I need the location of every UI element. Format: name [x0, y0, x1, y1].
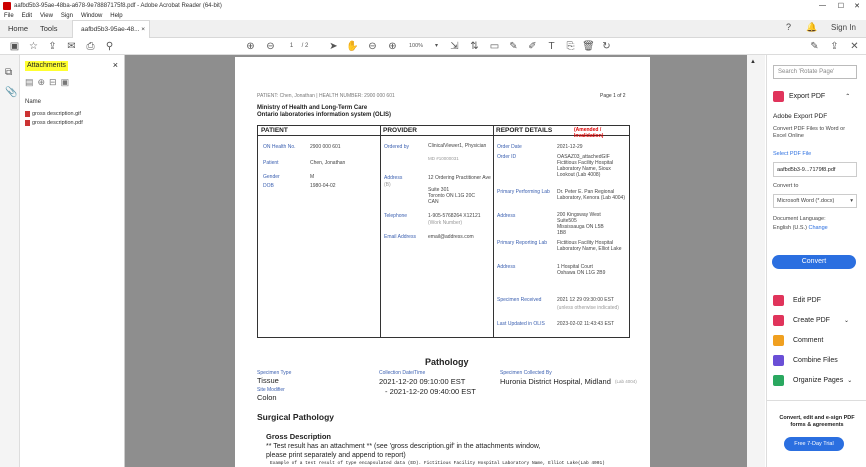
tool-item[interactable] — [773, 375, 852, 386]
provider-label: Ordered by — [384, 144, 410, 150]
close-window-button[interactable]: ✕ — [854, 2, 860, 10]
export-pdf-icon — [773, 91, 784, 102]
report-label: Order ID — [497, 154, 517, 160]
tab-document-label: aafbd5b3-95ae-48... — [81, 26, 140, 33]
zoom-dropdown-icon[interactable]: ▾ — [434, 43, 438, 49]
gross-text-3: Example of a test result of type encapsulated data (ED). Fictitious Facility Hospital Laboratory Name, Elliot Lake(Lab 4001) — [270, 461, 605, 466]
col-divider — [493, 125, 494, 338]
star-icon[interactable]: ☆ — [29, 41, 38, 52]
help-icon[interactable]: ? — [786, 22, 792, 32]
select-file-link[interactable]: Select PDF File — [773, 151, 812, 157]
share-icon[interactable]: ⇪ — [830, 41, 839, 52]
prev-page-icon[interactable]: ⊕ — [246, 41, 255, 52]
header-provider: PROVIDER — [383, 127, 417, 134]
tab-document[interactable] — [72, 20, 150, 38]
scroll-mode-icon[interactable]: ⇅ — [470, 41, 479, 52]
report-value: 2021 12 29 09:30:00 EST — [557, 297, 614, 303]
page-number-input[interactable]: 1 — [289, 43, 294, 49]
title-bar — [0, 0, 866, 11]
search-icon[interactable]: ⚲ — [105, 41, 114, 52]
format-select[interactable] — [773, 194, 857, 208]
patient-label: DOB — [263, 183, 274, 189]
draw-icon[interactable]: ✐ — [528, 41, 537, 52]
highlight-icon[interactable]: ✎ — [509, 41, 518, 52]
fit-page-icon[interactable]: ⇲ — [450, 41, 459, 52]
report-value: Lookout (Lab 4008) — [557, 172, 601, 178]
scroll-up-icon[interactable]: ▲ — [750, 59, 756, 65]
left-rail — [0, 55, 20, 467]
menu-sign[interactable]: Sign — [60, 12, 73, 19]
edit-sign-icon[interactable]: ✎ — [810, 41, 819, 52]
attachment-name: gross description.gif — [32, 111, 81, 117]
next-page-icon[interactable]: ⊖ — [266, 41, 275, 52]
print-icon[interactable]: ⎙ — [86, 41, 95, 52]
attachment-name: gross description.pdf — [32, 120, 83, 126]
page-total: / 2 — [301, 43, 309, 49]
provider-value: Toronto ON L1G 20C — [428, 193, 475, 199]
tool-label: Combine Files — [793, 357, 838, 364]
tool-label: Organize Pages — [793, 377, 844, 384]
export-pdf-header[interactable] — [773, 91, 850, 102]
report-value: 200 Kingsway West — [557, 212, 601, 218]
rotate-icon[interactable]: ↻ — [602, 41, 611, 52]
column-name: Name — [25, 99, 42, 105]
pages-icon[interactable]: ⧉ — [5, 67, 13, 78]
report-label: Last Updated in OLIS — [497, 321, 545, 327]
tab-bar — [0, 20, 866, 38]
right-pane — [766, 55, 866, 467]
collection-end: - 2021-12-20 09:40:00 EST — [385, 387, 476, 396]
doc-org1: Ministry of Health and Long-Term Care — [257, 105, 368, 111]
attachment-item[interactable] — [25, 120, 83, 126]
organize-pages-icon — [773, 375, 784, 386]
menu-view[interactable]: View — [40, 12, 53, 19]
stamp-icon[interactable]: ⎘ — [566, 41, 575, 52]
attachment-tools[interactable]: ▤⊕⊟▣ — [25, 77, 74, 87]
menu-edit[interactable]: Edit — [21, 12, 33, 19]
report-value: Laboratory, Kenora (Lab 4004) — [557, 195, 626, 201]
close-tab-icon[interactable]: × — [141, 26, 145, 33]
report-label: Specimen Received — [497, 297, 542, 303]
report-label: Primary Performing Lab — [497, 189, 550, 195]
report-value: (unless otherwise indicated) — [557, 305, 619, 311]
tool-item[interactable] — [773, 295, 821, 306]
site-modifier: Colon — [257, 393, 277, 402]
divider — [767, 400, 866, 401]
report-label: Order Date — [497, 144, 522, 150]
window-title: aafbd5b3-95ae-48ba-a678-9e78887175f8.pdf - Adobe Acrobat Reader (64-bit) — [14, 2, 222, 9]
patient-value: Chen, Jonathan — [310, 160, 346, 166]
convert-to-label: Convert to — [773, 183, 799, 189]
provider-value: ClinicalViewer1, Physician — [428, 143, 487, 149]
provider-label: Telephone — [384, 213, 408, 219]
gross-text-1: ** Test result has an attachment ** (see 'gross description.gif' in the attachments window, — [266, 443, 541, 450]
report-value: Oshawa ON L1G 2B9 — [557, 270, 606, 276]
comment-icon — [773, 335, 784, 346]
header-patient: PATIENT — [261, 127, 288, 134]
provider-label: (B) — [384, 182, 391, 188]
report-value: Fictitious Facility Hospital — [557, 160, 614, 166]
close-pane-icon[interactable]: ✕ — [850, 41, 859, 52]
hand-tool-icon[interactable]: ✋ — [346, 41, 359, 52]
provider-value: CAN — [428, 199, 439, 205]
vertical-scrollbar[interactable] — [747, 55, 765, 467]
patient-value: 1980-04-02 — [310, 183, 336, 189]
specimen-type-label: Specimen Type — [257, 370, 292, 376]
delete-icon[interactable]: 🗑 — [582, 41, 595, 52]
combine-files-icon — [773, 355, 784, 366]
doc-lang-label: Document Language: — [773, 216, 826, 222]
report-value: Laboratory Name, Elliot Lake — [557, 246, 622, 252]
report-value: 2021-12-29 — [557, 144, 583, 150]
header-report-details: REPORT DETAILS — [496, 127, 553, 134]
menu-file[interactable]: File — [4, 12, 14, 19]
chevron-down-icon[interactable]: ⌄ — [847, 378, 853, 384]
chevron-down-icon[interactable]: ⌄ — [843, 318, 849, 324]
convert-button[interactable]: Convert — [772, 255, 856, 269]
zoom-level[interactable]: 100% — [408, 43, 424, 49]
gross-description-heading: Gross Description — [266, 432, 332, 441]
provider-value: email@address.com — [428, 234, 474, 240]
menu-help[interactable]: Help — [110, 12, 123, 19]
promo-text: Convert, edit and e-sign PDF forms & agreements — [779, 415, 855, 428]
amended-label: (Amended / Invalidation) — [574, 127, 604, 139]
provider-md: MD #10000031 — [428, 156, 459, 161]
report-label: Primary Reporting Lab — [497, 240, 548, 246]
pathology-heading: Pathology — [425, 357, 469, 367]
pdf-page — [235, 57, 650, 467]
edit-pdf-icon — [773, 295, 784, 306]
mail-icon[interactable]: ✉ — [67, 41, 76, 52]
format-value: Microsoft Word (*.docx) — [777, 198, 835, 204]
report-value: Laboratory Name, Sioux — [557, 166, 611, 172]
menu-bar — [0, 11, 866, 20]
create-pdf-icon — [773, 315, 784, 326]
text-icon[interactable]: T — [548, 41, 555, 52]
select-tool-icon[interactable]: ➤ — [329, 41, 338, 52]
attachment-icon[interactable]: 📎 — [5, 87, 18, 98]
doc-lang-row — [773, 225, 828, 231]
report-value: Fictitious Facility Hospital — [557, 240, 614, 246]
sign-in-button[interactable]: Sign In — [831, 23, 856, 32]
report-label: Address — [497, 213, 516, 219]
provider-value: 12 Ordering Practitioner Ave — [428, 175, 491, 181]
tool-label: Create PDF — [793, 317, 830, 324]
tools-search-input[interactable]: Search 'Rotate Page' — [773, 65, 857, 79]
site-modifier-label: Site Modifier — [257, 387, 285, 393]
export-pdf-label: Export PDF — [789, 93, 826, 100]
maximize-button[interactable]: ☐ — [837, 2, 844, 10]
adobe-export-desc: Convert PDF Files to Word or Excel Online — [773, 126, 846, 139]
doc-lang-value: English (U.S.) — [773, 225, 807, 231]
bell-icon[interactable]: 🔔 — [806, 22, 818, 32]
chevron-down-icon: ▾ — [850, 198, 853, 204]
collection-start: 2021-12-20 09:10:00 EST — [379, 377, 466, 386]
change-lang-link[interactable]: Change — [808, 225, 828, 231]
patient-label: Gender — [263, 174, 280, 180]
create-icon[interactable]: ▣ — [9, 41, 20, 52]
tab-tools[interactable]: Tools — [40, 24, 58, 33]
tool-label: Comment — [793, 337, 824, 344]
doc-page-of: Page 1 of 2 — [600, 93, 626, 99]
report-value: 1B8 — [557, 230, 566, 236]
tool-item[interactable] — [773, 315, 849, 326]
patient-label: ON Health No. — [263, 144, 296, 150]
acrobat-icon — [3, 2, 11, 10]
comment-icon[interactable]: ▭ — [489, 41, 500, 52]
doc-org2: Ontario laboratories information system (OLIS) — [257, 112, 392, 118]
minimize-button[interactable]: — — [819, 2, 826, 9]
patient-value: M — [310, 174, 315, 180]
collected-by-label: Specimen Collected By — [500, 370, 552, 376]
zoom-in-icon[interactable]: ⊕ — [388, 41, 397, 52]
collected-by: Huronia District Hospital, Midland — [500, 377, 611, 386]
main-toolbar — [0, 38, 866, 55]
attachments-title: Attachments — [27, 62, 66, 69]
adobe-export-title: Adobe Export PDF — [773, 113, 828, 120]
provider-label: Address — [384, 175, 403, 181]
provider-value: (Work Number) — [428, 220, 463, 226]
report-value: OASAZ03_attachedGIF — [557, 154, 610, 160]
report-label: Address — [497, 264, 516, 270]
close-panel-icon[interactable]: × — [112, 60, 118, 70]
gross-text-2: please print separately and append to report) — [266, 452, 406, 459]
patient-value: 2900 000 601 — [310, 144, 341, 150]
report-value: Suite505 — [557, 218, 577, 224]
col-divider — [380, 125, 381, 338]
chevron-up-icon[interactable]: ⌃ — [845, 94, 851, 100]
report-value: 2023-02-02 11:43:43 EST — [557, 321, 615, 327]
provider-label: Email Address — [384, 234, 416, 240]
doc-header-patient: PATIENT: Chen, Jonathan | HEALTH NUMBER: 2900 000 601 — [257, 93, 395, 99]
report-value: Dr. Peter E. Pan Regional — [557, 189, 615, 195]
selected-file-name: aafbd5b3-9...7179f8.pdf — [777, 166, 836, 173]
attachment-item[interactable] — [25, 111, 81, 117]
provider-value: Suite 301 — [428, 187, 450, 193]
tab-home[interactable]: Home — [8, 24, 29, 33]
provider-value: 1-905-5768264 X12121 — [428, 213, 481, 219]
zoom-out-icon[interactable]: ⊖ — [368, 41, 377, 52]
specimen-type: Tissue — [257, 376, 279, 385]
attachments-panel — [20, 55, 125, 467]
pdf-file-icon — [25, 120, 30, 126]
menu-window[interactable]: Window — [80, 12, 103, 19]
report-value: Mississauga ON L5B — [557, 224, 604, 230]
file-icon — [25, 111, 30, 117]
collected-by-lab: (Lab 4004) — [615, 379, 637, 384]
tool-item[interactable] — [773, 355, 838, 366]
tool-label: Edit PDF — [793, 297, 822, 304]
surgical-pathology-heading: Surgical Pathology — [257, 412, 334, 422]
tool-item[interactable] — [773, 335, 823, 346]
free-trial-button[interactable]: Free 7-Day Trial — [784, 437, 844, 451]
collection-label: Collection Date/Time — [379, 370, 426, 376]
report-value: 1 Hospital Court — [557, 264, 593, 270]
patient-label: Patient — [263, 160, 279, 166]
selected-file-field[interactable] — [773, 162, 857, 177]
upload-icon[interactable]: ⇪ — [48, 41, 57, 52]
